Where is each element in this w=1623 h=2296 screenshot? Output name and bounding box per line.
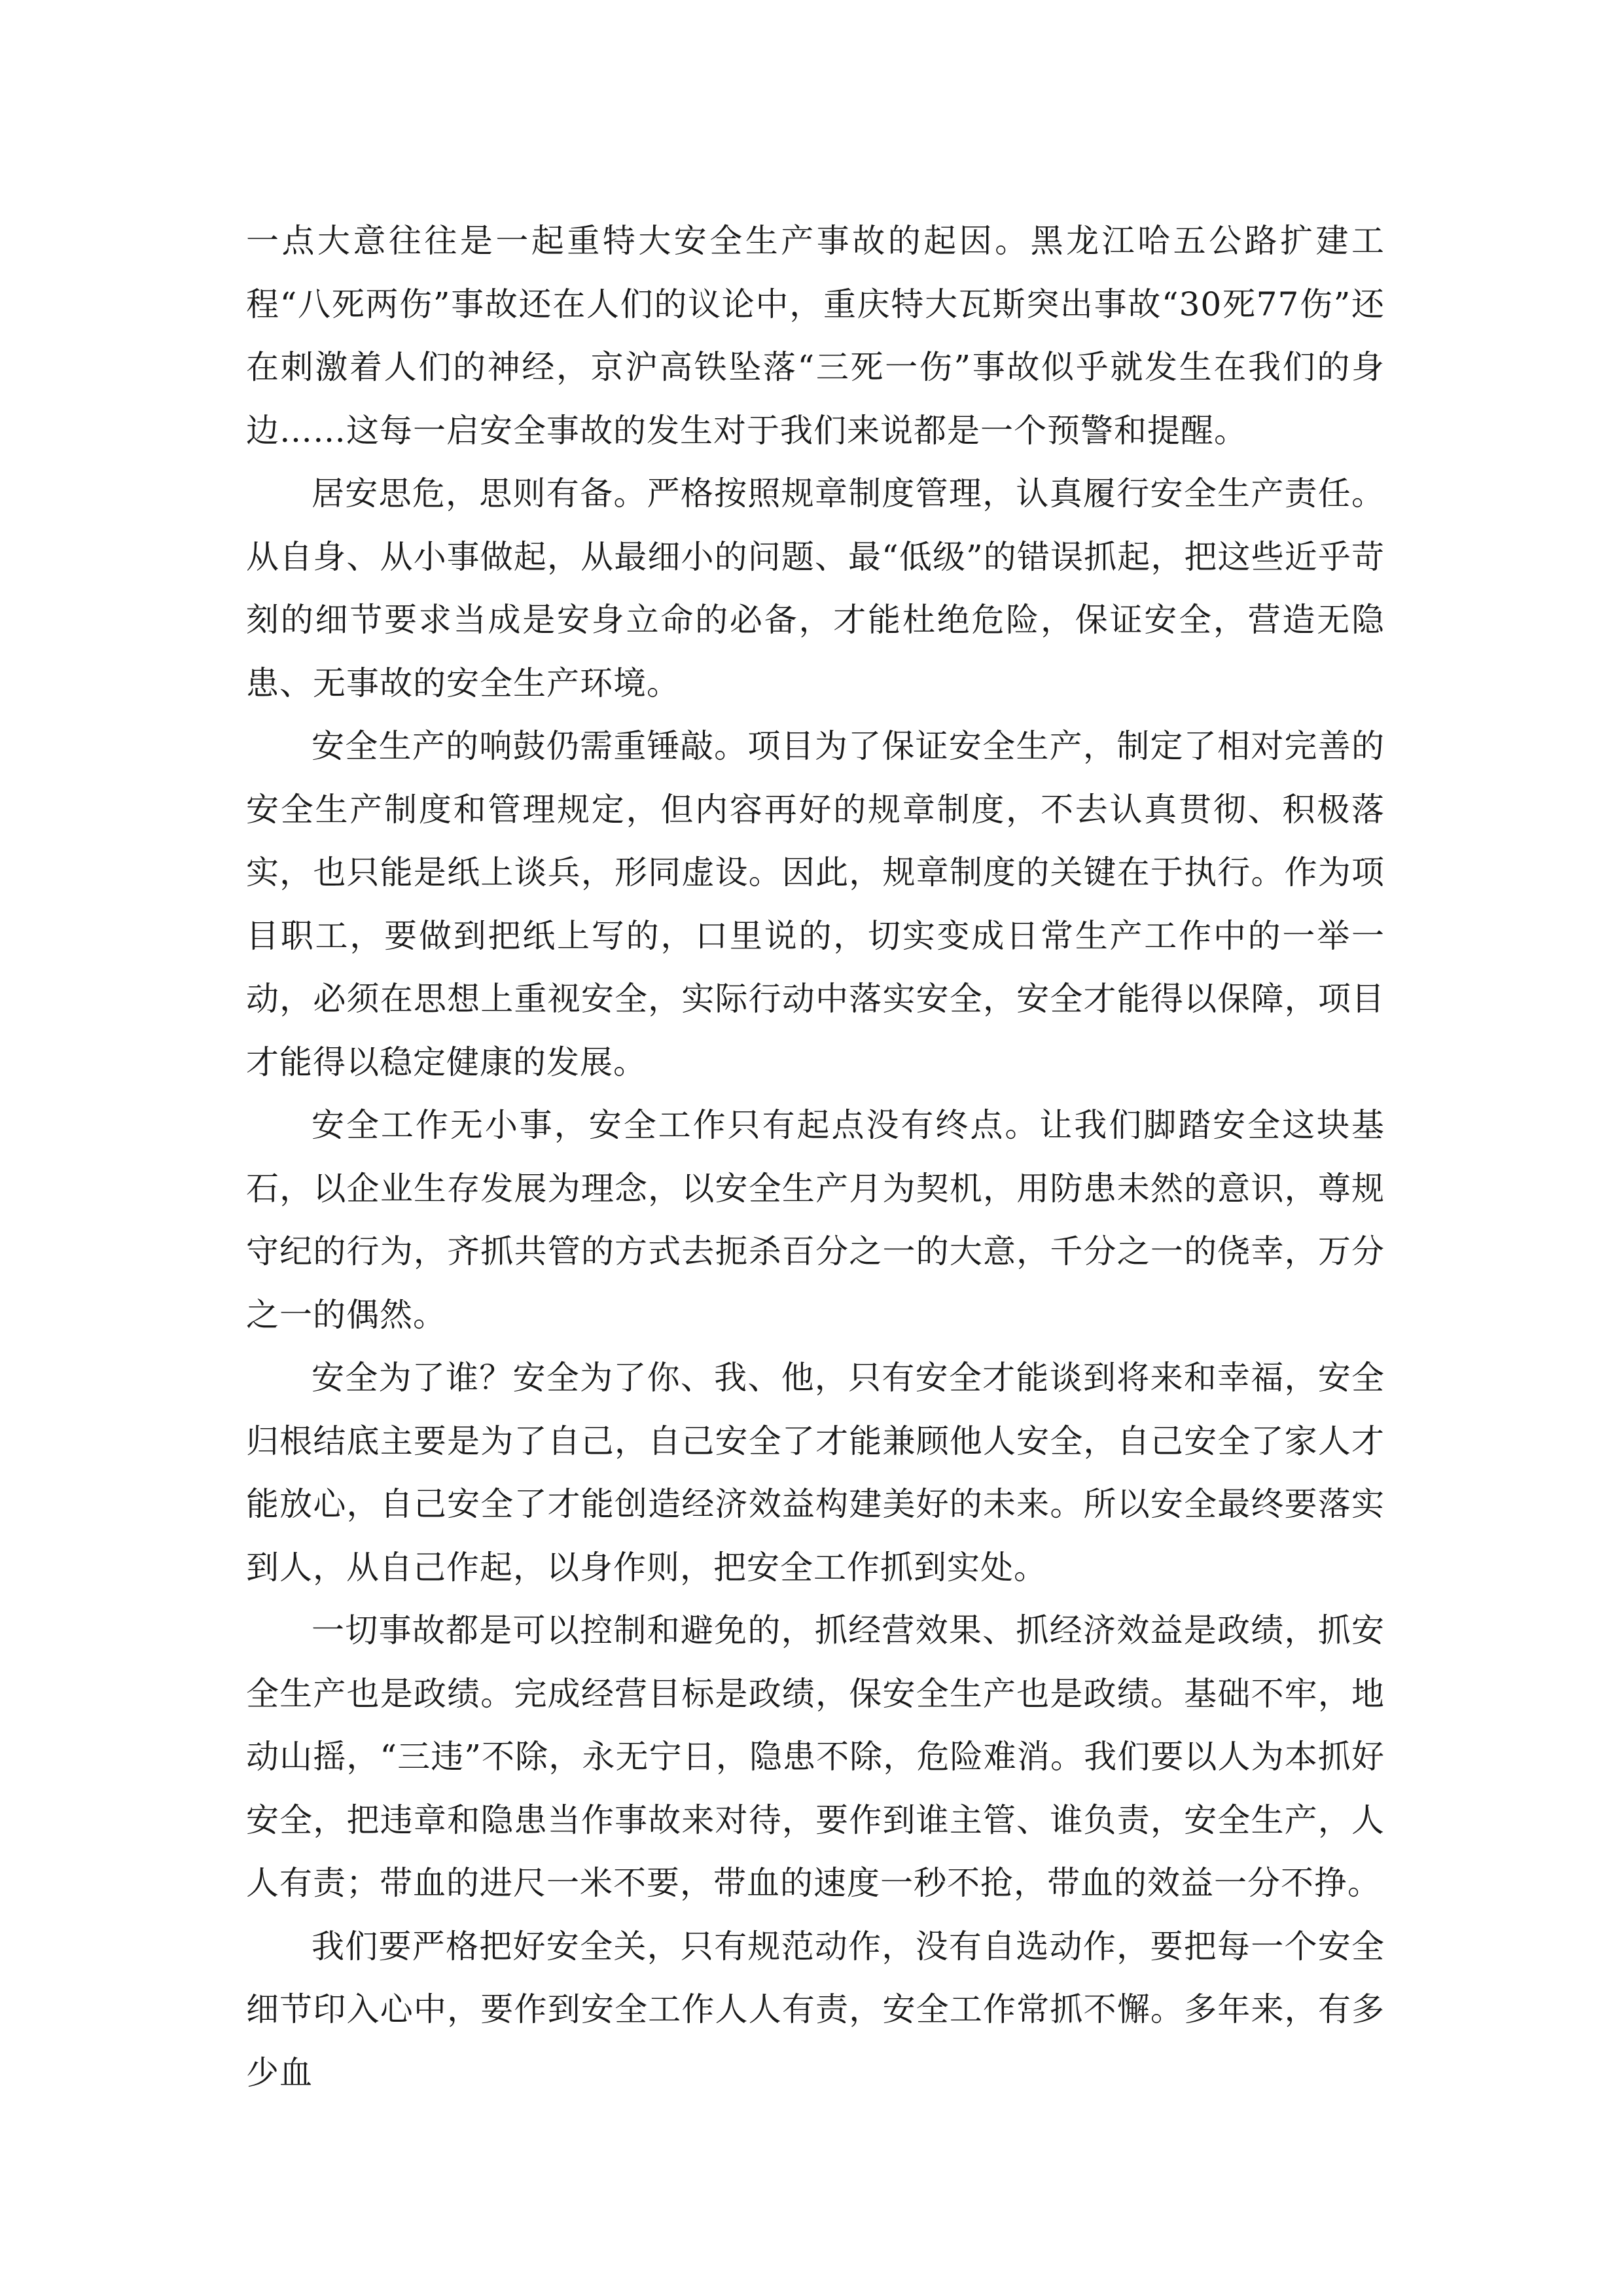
paragraph-1: 一点大意往往是一起重特大安全生产事故的起因。黑龙江哈五公路扩建工程“八死两伤”事故还在人们的议论中，重庆特大瓦斯突出事故“30死77伤”还在刺激着人们的神经，京沪高铁坠落“三死一伤”事故似乎就发生在我们的身边……这每一启安全事故的发生对于我们来说都是一个预警和提醒。 xyxy=(246,222,1385,450)
paragraph-2: 居安思危，思则有备。严格按照规章制度管理，认真履行安全生产责任。从自身、从小事做起，从最细小的问题、最“低级”的错误抓起，把这些近乎苛刻的细节要求当成是安身立命的必备，才能杜绝危险，保证安全，营造无隐患、无事故的安全生产环境。 xyxy=(246,475,1385,702)
paragraph-4: 安全工作无小事，安全工作只有起点没有终点。让我们脚踏安全这块基石，以企业生存发展为理念，以安全生产月为契机，用防患未然的意识，尊规守纪的行为，齐抓共管的方式去扼杀百分之一的大意，千分之一的侥幸，万分之一的偶然。 xyxy=(246,1106,1385,1334)
paragraph-3: 安全生产的响鼓仍需重锤敲。项目为了保证安全生产，制定了相对完善的安全生产制度和管理规定，但内容再好的规章制度，不去认真贯彻、积极落实，也只能是纸上谈兵，形同虚设。因此，规章制度的关键在于执行。作为项目职工，要做到把纸上写的，口里说的，切实变成日常生产工作中的一举一动，必须在思想上重视安全，实际行动中落实安全，安全才能得以保障，项目才能得以稳定健康的发展。 xyxy=(246,727,1385,1081)
paragraph-6: 一切事故都是可以控制和避免的，抓经营效果、抓经济效益是政绩，抓安全生产也是政绩。完成经营目标是政绩，保安全生产也是政绩。基础不牢，地动山摇，“三违”不除，永无宁日，隐患不除，危险难消。我们要以人为本抓好安全，把违章和隐患当作事故来对待，要作到谁主管、谁负责，安全生产，人人有责；带血的进尺一米不要，带血的速度一秒不抢，带血的效益一分不挣。 xyxy=(246,1611,1385,1902)
paragraph-7: 我们要严格把好安全关，只有规范动作，没有自选动作，要把每一个安全细节印入心中，要作到安全工作人人有责，安全工作常抓不懈。多年来，有多少血 xyxy=(246,1927,1385,2092)
body-text xyxy=(246,209,1385,2104)
paragraph-5: 安全为了谁？安全为了你、我、他，只有安全才能谈到将来和幸福，安全归根结底主要是为了自己，自己安全了才能兼顾他人安全，自己安全了家人才能放心，自己安全了才能创造经济效益构建美好的未来。所以安全最终要落实到人，从自己作起，以身作则，把安全工作抓到实处。 xyxy=(246,1359,1385,1587)
